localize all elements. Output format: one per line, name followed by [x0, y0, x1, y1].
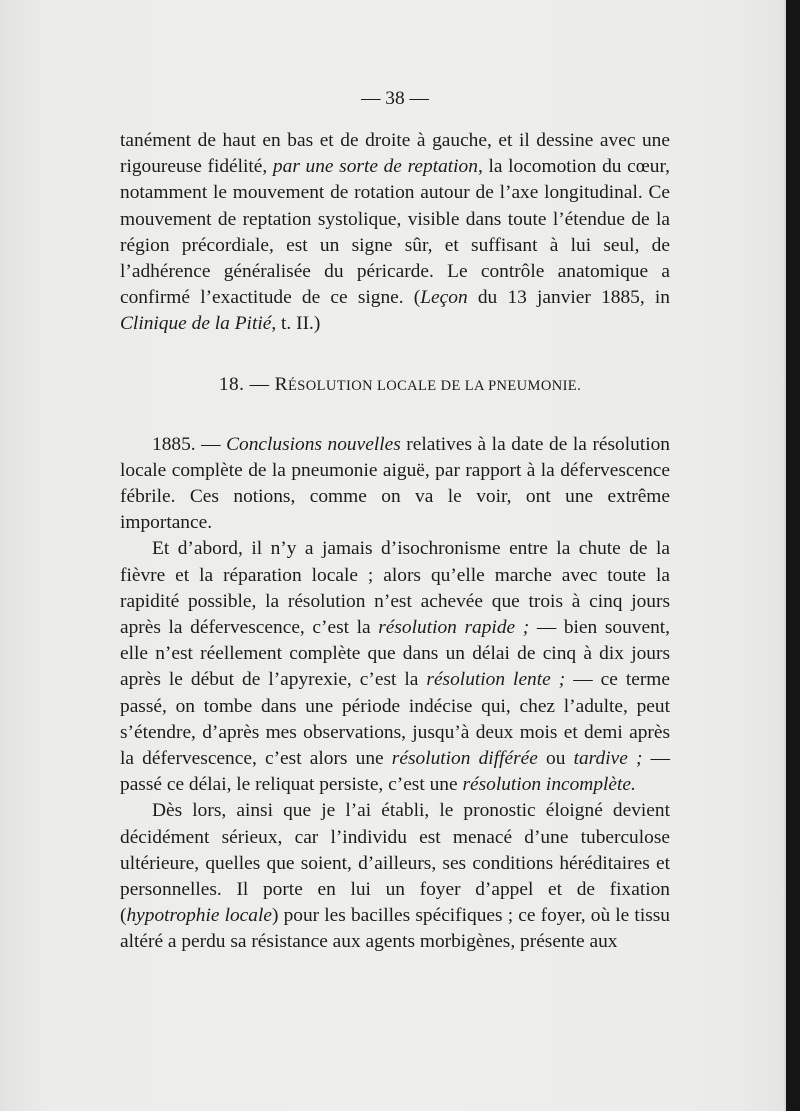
paragraph-isochronisme [120, 536, 670, 798]
paragraph-text: Dès lors, ainsi que je l’ai établi, le pronostic éloigné devient décidément sérieux, car l’individu est menacé d’une tuberculose ultérieure, quelles que soient, d’ailleurs, ses conditions héréditaires et personnelles. Il porte en lui un foyer d’appel et de fixation ( [120, 800, 670, 927]
paragraph-text: — passé ce délai, le reliquat persiste, c’est une [120, 748, 671, 796]
italic-phrase: tardive ; [573, 748, 643, 770]
section-title-initial: R [274, 373, 288, 395]
paragraph-text: 1885. — [152, 433, 227, 455]
paragraph-text: Et d’abord, il n’y a jamais d’isochronisme entre la chute de la fièvre et la réparation locale ; alors qu’elle marche avec toute la rapidité possible, la résolution n’est achevée que trois à cinq jours après la défervescence, c’est la [120, 538, 670, 639]
section-number: 18. — [218, 373, 275, 395]
italic-phrase: hypotrophie locale [126, 905, 272, 927]
italic-phrase: Conclusions nouvelles [226, 433, 401, 455]
scan-edge [786, 0, 800, 1111]
paragraph-text: du 13 janvier 1885, in [467, 287, 670, 309]
italic-phrase: résolution rapide ; [378, 617, 530, 639]
paragraph-text: — ce terme passé, on tombe dans une période indécise qui, chez l’adulte, peut s’étendre, d’après mes observations, jusqu’à deux mois et demi après la défervescence, c’est alors une [120, 669, 670, 770]
italic-phrase: résolution lente ; [426, 669, 566, 691]
paragraph-text: relatives à la date de la résolution locale complète de la pneumonie aiguë, par rapport à la défervescence fébrile. Ces notions, comme on va le voir, ont une extrême importance. [120, 433, 670, 534]
paragraph-text: — bien souvent, elle n’est réellement complète que dans un délai de cinq à dix jours après le début de l’apyrexie, c’est la [120, 617, 670, 691]
paragraph-pronostic [120, 798, 670, 955]
paragraph-text: , la locomotion du cœur, notamment le mouvement de rotation autour de l’axe longitudinal. Ce mouvement de reptation systolique, visible dans toute l’étendue de la région précordiale, est un signe sûr, et suffisant à lui seul, de l’adhérence généralisée du péricarde. Le contrôle anatomique a confirmé l’exactitude de ce signe. ( [120, 156, 670, 309]
paragraph-text: , t. II.) [271, 313, 321, 335]
page-text-block [120, 86, 670, 956]
paragraph-reptation [120, 128, 670, 338]
section-heading [120, 372, 670, 398]
italic-phrase: par une sorte de reptation [272, 156, 478, 178]
paragraph-conclusions [120, 432, 670, 537]
italic-phrase: résolution incomplète. [462, 774, 636, 796]
paragraph-text: ou [537, 748, 574, 770]
italic-phrase: Clinique de la Pitié [120, 313, 272, 335]
italic-phrase: Leçon [420, 287, 468, 309]
paragraph-text: ) pour les bacilles spécifiques ; ce foyer, où le tissu altéré a perdu sa résistance aux agents morbigènes, présente aux [120, 905, 670, 953]
page-number: — 38 — [361, 88, 429, 109]
section-title: ÉSOLUTION LOCALE DE LA PNEUMONIE. [287, 377, 582, 394]
paragraph-text: tanément de haut en bas et de droite à gauche, et il dessine avec une rigoureuse fidélité, [120, 130, 670, 178]
italic-phrase: résolution différée [391, 748, 538, 770]
